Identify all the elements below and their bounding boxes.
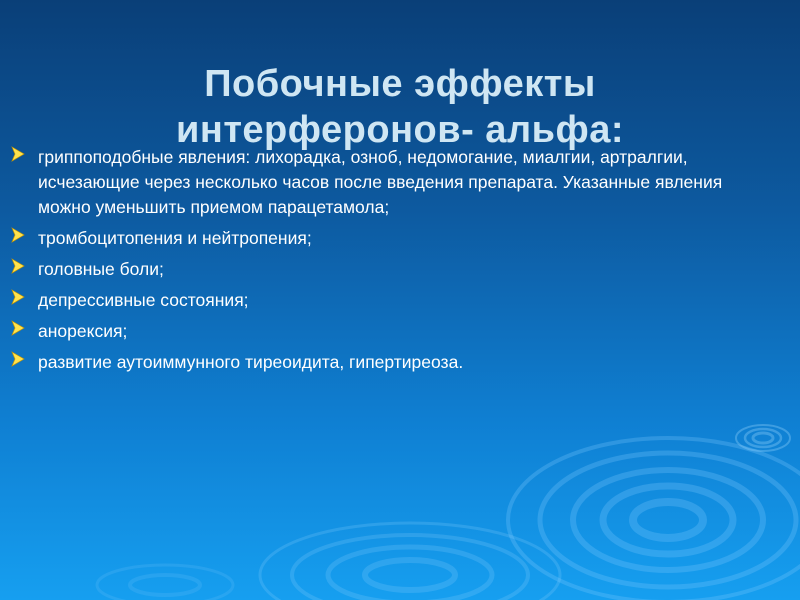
side-effects-list (0, 145, 790, 381)
bullet-text: депрессивные состояния; (38, 290, 249, 310)
bullet-text: головные боли; (38, 259, 164, 279)
arrow-bullet-icon (11, 226, 25, 244)
arrow-bullet-icon (11, 288, 25, 306)
bullet-text: развитие аутоиммунного тиреоидита, гипертиреоза. (38, 352, 464, 372)
list-item-depressive-states (0, 288, 790, 313)
arrow-bullet-icon (11, 257, 25, 275)
arrow-bullet-icon (11, 319, 25, 337)
title-line-2: интерферонов- альфа: (176, 109, 624, 152)
list-item-headaches (0, 257, 790, 282)
bullet-text: гриппоподобные явления: лихорадка, озноб, недомогание, миалгии, артралгии, исчезающие через несколько часов после введения препарата. Указанные явления можно уменьшить приемом парацетамола; (38, 147, 723, 217)
arrow-bullet-icon (11, 145, 25, 163)
title-line-1: Побочные эффекты (204, 63, 596, 106)
list-item-thrombocytopenia (0, 226, 790, 251)
bullet-text: анорексия; (38, 321, 128, 341)
list-item-flu-like-symptoms (0, 145, 790, 220)
list-item-autoimmune-thyroiditis (0, 350, 790, 375)
slide-title (0, 61, 800, 153)
list-item-anorexia (0, 319, 790, 344)
bullet-text: тромбоцитопения и нейтропения; (38, 228, 312, 248)
arrow-bullet-icon (11, 350, 25, 368)
